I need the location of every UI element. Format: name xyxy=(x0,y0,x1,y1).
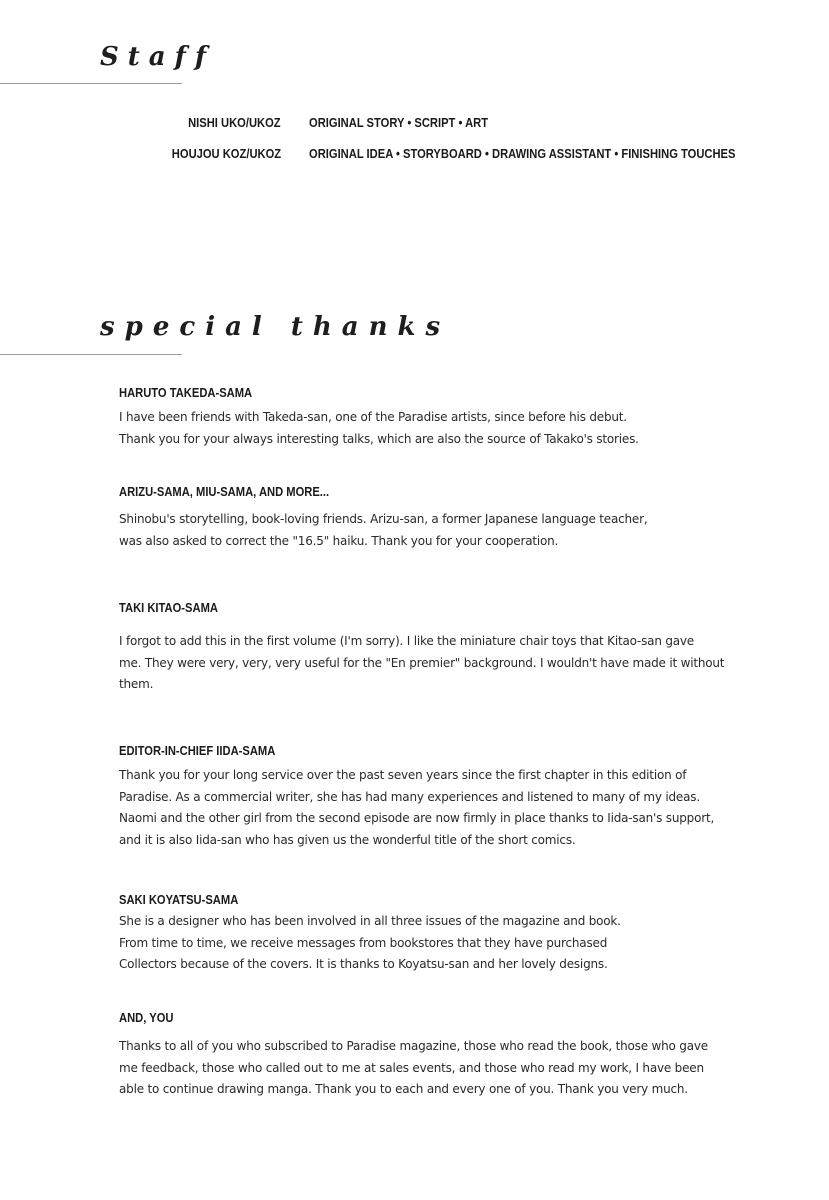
thanks-entry-line: From time to time, we receive messages from bookstores that they have purchased xyxy=(119,935,608,950)
thanks-entry-line: Paradise. As a commercial writer, she has had many experiences and listened to many of my ideas. xyxy=(119,789,700,804)
thanks-entry-name: TAKI KITAO-SAMA xyxy=(119,600,218,615)
thanks-entry xyxy=(119,891,749,976)
thanks-entry-body xyxy=(119,407,749,450)
thanks-entry-body xyxy=(119,509,749,552)
thanks-entry-line: Collectors because of the covers. It is thanks to Koyatsu-san and her lovely designs. xyxy=(119,957,608,971)
thanks-entry xyxy=(119,483,749,552)
thanks-entry-line: Thank you for your always interesting talks, which are also the source of Takako's stories. xyxy=(119,431,639,446)
thanks-entry-name: SAKI KOYATSU-SAMA xyxy=(119,892,239,907)
thanks-entry-name: AND, YOU xyxy=(119,1010,174,1025)
thanks-entry-line: and it is also Iida-san who has given us the wonderful title of the short comics. xyxy=(119,832,576,847)
thanks-entry-body xyxy=(119,631,749,696)
thanks-entry xyxy=(119,384,749,450)
special-thanks-title: special thanks xyxy=(100,312,451,342)
special-thanks-divider xyxy=(0,354,182,355)
thanks-entry-line: Shinobu's storytelling, book-loving friends. Arizu-san, a former Japanese language teacher, xyxy=(119,512,648,526)
thanks-entry-body xyxy=(119,911,749,976)
staff-member-name: NISHI UKO/UKOZ xyxy=(188,115,281,130)
thanks-entry-line: Naomi and the other girl from the second episode are now firmly in place thanks to Iida-san's support, xyxy=(119,811,715,825)
thanks-entry-name: EDITOR-IN-CHIEF IIDA-SAMA xyxy=(119,743,276,758)
staff-row xyxy=(0,115,829,135)
thanks-entry-line: them. xyxy=(119,677,154,691)
staff-member-roles: ORIGINAL STORY • SCRIPT • ART xyxy=(309,115,489,130)
thanks-entry-body xyxy=(119,765,749,851)
thanks-entry-line: I have been friends with Takeda-san, one of the Paradise artists, since before his debut. xyxy=(119,410,627,424)
staff-member-roles: ORIGINAL IDEA • STORYBOARD • DRAWING ASSISTANT • FINISHING TOUCHES xyxy=(309,146,736,161)
staff-divider xyxy=(0,83,182,84)
thanks-entry-line: I forgot to add this in the first volume (I'm sorry). I like the miniature chair toys that Kitao-san gave xyxy=(119,634,694,648)
thanks-entry-line: She is a designer who has been involved in all three issues of the magazine and book. xyxy=(119,914,621,928)
thanks-entry-line: Thanks to all of you who subscribed to Paradise magazine, those who read the book, those who gave xyxy=(119,1039,708,1053)
thanks-entry-name: ARIZU-SAMA, MIU-SAMA, AND MORE... xyxy=(119,484,330,499)
thanks-entry-line: was also asked to correct the "16.5" haiku. Thank you for your cooperation. xyxy=(119,533,559,548)
thanks-entry-body xyxy=(119,1036,749,1101)
staff-title: Staff xyxy=(100,42,216,72)
thanks-entry-name: HARUTO TAKEDA-SAMA xyxy=(119,385,253,400)
thanks-entry xyxy=(119,742,749,851)
thanks-entry xyxy=(119,1009,749,1101)
staff-row xyxy=(0,146,829,166)
thanks-entry-line: me feedback, those who called out to me at sales events, and those who read my work, I have been xyxy=(119,1060,704,1075)
thanks-entry xyxy=(119,599,749,696)
thanks-entry-line: able to continue drawing manga. Thank you to each and every one of you. Thank you very much. xyxy=(119,1082,688,1096)
thanks-entry-line: me. They were very, very, very useful for the "En premier" background. I wouldn't have made it without xyxy=(119,655,725,670)
thanks-entry-line: Thank you for your long service over the past seven years since the first chapter in this edition of xyxy=(119,768,687,782)
staff-member-name: HOUJOU KOZ/UKOZ xyxy=(171,146,281,161)
